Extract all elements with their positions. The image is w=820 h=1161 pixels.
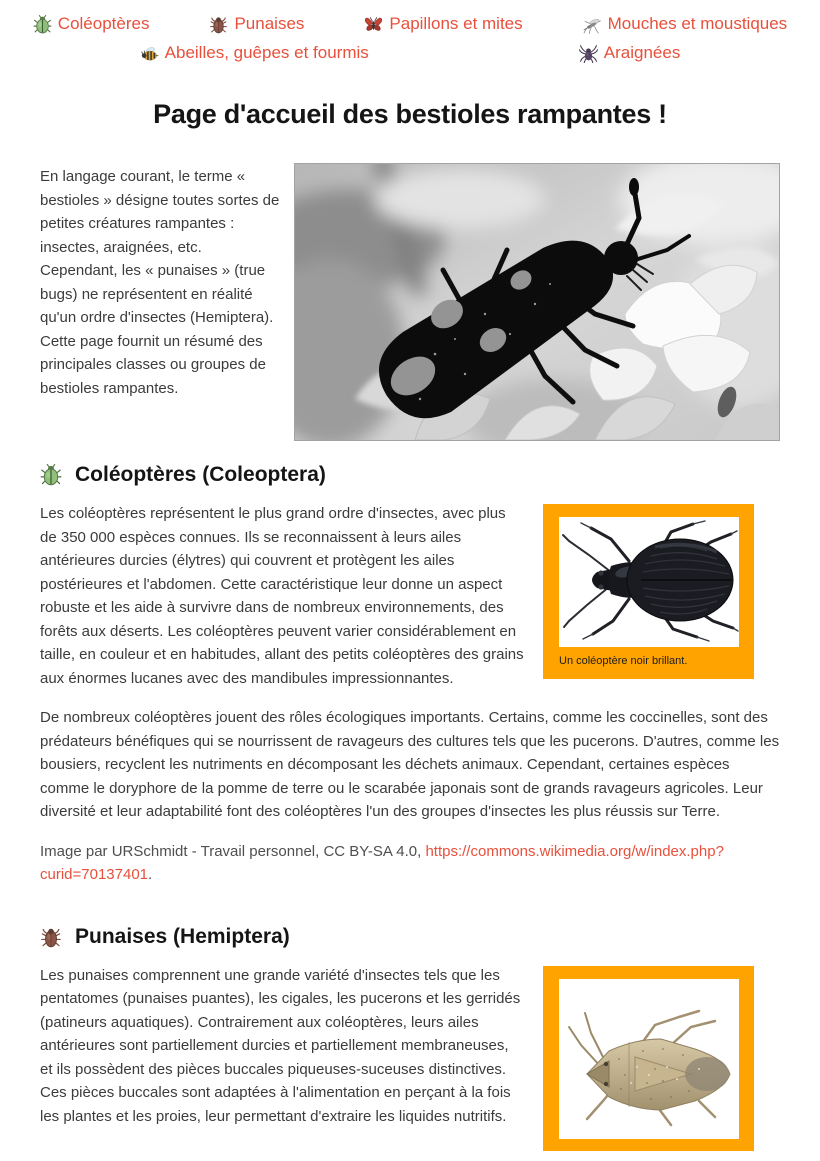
image-attribution <box>40 840 782 887</box>
nav-label: Papillons et mites <box>389 14 523 33</box>
paragraph: Les coléoptères représentent le plus grand ordre d'insectes, avec plus de 350 000 espèces connues. Ils se reconnaissent à leurs ailes antérieures durcies (élytres) qui couvrent et protègent les ailes postérieures et l'abdomen. Cette caractéristique leur donne un aspect robuste et les aide à survivre dans de nombreux environnements, des forêts aux déserts. Les coléoptères peuvent varier considérablement en taille, en couleur et en habitudes, allant des petits coléoptères des grains aux énormes lucanes avec des mandibules impressionnantes. <box>40 505 524 687</box>
nav-link-abeilles[interactable] <box>140 43 369 63</box>
attribution-text: Image par URSchmidt - Travail personnel, CC BY-SA 4.0, <box>40 842 426 860</box>
paragraph: Les punaises comprennent une grande variété d'insectes tels que les pentatomes (punaises puantes), les cigales, les pucerons et les gerridés (patineurs aquatiques). Contrairement aux coléoptères, leurs ailes antérieures sont partiellement durcies et partiellement membraneuses, et ils possèdent des pièces buccales piqueuses-suceuses distinctives. Ces pièces buccales sont adaptées à l'alimentation en perçant à la fois les plantes et les proies, leur permettant d'extraire les liquides nutritifs. <box>40 966 521 1125</box>
attribution-suffix: . <box>148 866 153 883</box>
bug-nav <box>0 0 820 63</box>
nav-row-2 <box>20 43 800 63</box>
spider-icon <box>579 44 598 63</box>
black-beetle-image <box>559 517 739 647</box>
beetle-figure <box>543 504 754 679</box>
paragraph: De nombreux coléoptères jouent des rôles écologiques importants. Certains, comme les coccinelles, sont des prédateurs bénéfiques qui se nourrissent de ravageurs des cultures tels que les pucerons. D'autres, comme les bousiers, recyclent les nutriments en décomposant les déchets animaux. Cependant, certaines espèces comme le doryphore de la pomme de terre ou le scarabée japonais sont de grands ravageurs agricoles. Leur diversité et leur adaptabilité font des coléoptères l'un des groupes d'insectes les plus réussis sur Terre. <box>40 709 780 820</box>
nav-link-mouches[interactable] <box>583 14 788 34</box>
cockroach-icon <box>209 15 228 34</box>
beetle-icon <box>40 464 62 486</box>
section-heading-punaises <box>40 925 782 949</box>
shield-bug-figure <box>543 966 754 1151</box>
mosquito-icon <box>583 15 602 34</box>
nav-label: Punaises <box>234 14 305 33</box>
section-heading-label: Coléoptères (Coleoptera) <box>75 463 326 486</box>
nav-row-1 <box>20 14 800 34</box>
figure-caption: Un coléoptère noir brillant. <box>559 655 688 667</box>
nav-link-papillons[interactable] <box>364 14 522 34</box>
section-heading-coleopteres <box>40 463 782 487</box>
butterfly-icon <box>364 15 383 34</box>
page-title: Page d'accueil des bestioles rampantes ! <box>153 99 667 129</box>
attribution-link[interactable]: https://commons.wikimedia.org/w/index.php?curid=70137401 <box>40 842 724 883</box>
intro-section <box>40 163 780 441</box>
nav-link-araignees[interactable] <box>579 43 681 63</box>
nav-link-punaises[interactable] <box>209 14 304 34</box>
hero-image <box>294 163 780 441</box>
nav-label: Araignées <box>603 43 681 62</box>
nav-label: Mouches et moustiques <box>607 14 788 33</box>
section-coleopteres <box>40 463 782 903</box>
nav-label: Coléoptères <box>57 14 150 33</box>
intro-paragraph: En langage courant, le terme « bestioles » désigne toutes sortes de petites créatures rampantes : insectes, araignées, etc. Cependant, les « punaises » (true bugs) ne représentent en réalité qu'un ordre d'insectes (Hemiptera). Cette page fournit un résumé des principales classes ou groupes de bestioles rampantes. <box>40 168 280 397</box>
bee-icon <box>140 44 159 63</box>
beetle-icon <box>33 15 52 34</box>
nav-label: Abeilles, guêpes et fourmis <box>164 43 369 62</box>
shield-bug-image <box>559 979 739 1139</box>
section-punaises <box>40 925 782 1161</box>
section-heading-label: Punaises (Hemiptera) <box>75 924 290 948</box>
nav-link-coleopteres[interactable] <box>33 14 150 34</box>
cockroach-icon <box>40 926 62 948</box>
